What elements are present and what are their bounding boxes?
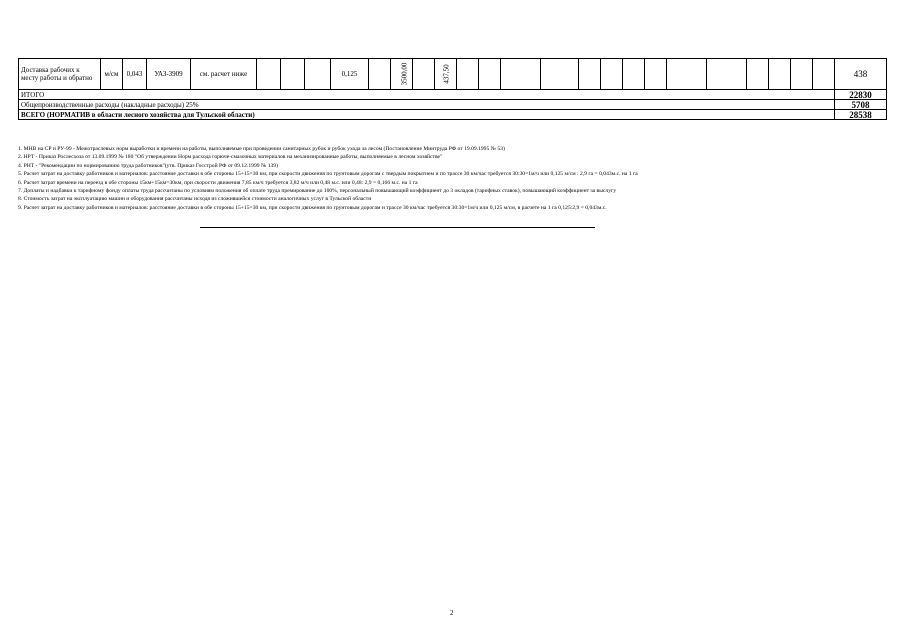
- cell-value2: [391, 59, 413, 90]
- itogo-label: ИТОГО: [19, 90, 835, 100]
- cell-empty: [623, 59, 645, 90]
- footnote-6: 6. Расчет затрат времени на переезд в обе стороны 15км+15км=30км, при скорости движения 7,85 км/ч требуется 3,82 м/ч или 0,48 м.с. или 0,48: 2,9 = 0,166 м.с. на 1 га: [18, 179, 418, 186]
- cell-work-name: Доставка рабочих к месту работы и обратно: [19, 59, 101, 90]
- cell-empty: [645, 59, 667, 90]
- cell-empty: [257, 59, 281, 90]
- cell-norm: 0,043: [123, 59, 147, 90]
- value2-text: 3500,00: [400, 62, 409, 86]
- footnote-2: 2. НРТ - Приказ Рослесхоза от 13.09.1999 № 180 "Об утверждении Норм расхода горюче-смазочных материалов на механизированные работы, выполняемые в лесном хозяйстве": [18, 154, 443, 161]
- notes-divider: [200, 227, 595, 228]
- table-row-overhead: [19, 100, 887, 110]
- itogo-value: 22830: [835, 90, 887, 100]
- footnote-1: 1. МНВ на СР и РУ-99 - Межотраслевых норм выработки и времени на работы, выполняемые при проведении санитарных рубок и рубок ухода за лесом (Постановление Минтруда РФ от 19.09.1995 № 53): [18, 146, 505, 152]
- cell-empty: [667, 59, 707, 90]
- cell-empty: [791, 59, 813, 90]
- cell-empty: [305, 59, 331, 90]
- page-number: 2: [450, 609, 454, 617]
- cell-empty: [813, 59, 835, 90]
- cell-value1: 0,125: [331, 59, 369, 90]
- cell-value3: [435, 59, 457, 90]
- cell-empty: [541, 59, 579, 90]
- footnotes: [18, 145, 893, 212]
- cell-empty: [457, 59, 479, 90]
- cell-empty: [413, 59, 435, 90]
- cell-empty: [707, 59, 747, 90]
- cell-empty: [501, 59, 541, 90]
- cell-empty: [769, 59, 791, 90]
- vsego-label: ВСЕГО (НОРМАТИВ в области лесного хозяйства для Тульской области): [19, 110, 835, 120]
- cell-empty: [579, 59, 601, 90]
- cell-empty: [601, 59, 623, 90]
- cell-empty: [369, 59, 391, 90]
- cell-unit: м/см: [101, 59, 123, 90]
- cell-empty: [479, 59, 501, 90]
- footnote-9: 9. Расчет затрат на доставку работников и материалов: расстояние доставки в обе стороны 15+15=30 км, при скорости движения по грунтовым дорогам и трассе 30 км/час требуется 30:30=1м/ч или 0,125 м/см, в расчете на 1 га 0,125:2,9 = 0,043м.с.: [18, 204, 607, 211]
- value3-text: 437,50: [442, 64, 451, 84]
- table-row-vsego: [19, 110, 887, 120]
- table-row-delivery: [19, 59, 887, 90]
- table-row-itogo: [19, 90, 887, 100]
- vsego-value: 28538: [835, 110, 887, 120]
- cell-basis: см. расчет ниже: [191, 59, 257, 90]
- cost-table: [18, 58, 887, 120]
- footnote-5: 5. Расчет затрат на доставку работников и материалов: расстояние доставки в обе стороны 15+15=30 км, при скорости движения по грунтовым дорогам с твердым покрытием и по трассе 30 км/час требуется 30:30=1м/ч или 0,125 м/см : 2,9 га = 0,043м.с. на 1 га: [18, 171, 638, 178]
- cell-empty: [747, 59, 769, 90]
- cell-vehicle: УАЗ-3909: [147, 59, 191, 90]
- overhead-label: Общепроизводственные расходы (накладные расходы) 25%: [19, 100, 835, 110]
- cell-row-total: 438: [835, 59, 887, 90]
- footnote-8: 8. Стоимость затрат на эксплуатацию машин и оборудования рассчитаны исходя из сложившейся стоимости аналогичных услуг в Тульской области: [18, 196, 372, 203]
- overhead-value: 5708: [835, 100, 887, 110]
- footnote-7: 7. Доплаты и надбавки к тарифному фонду оплаты труда рассчитаны по условиям положения об оплате труда премирование до 100%, персональный повышающий коэффициент до 3 окладов (тарифных ставок), повышающий коэффициент за выслугу: [18, 188, 617, 195]
- footnote-4: 4. РНТ - "Рекомендации по нормированию труда работников"(утв. Приказ Госстрой РФ от 09.12.1999 № 139): [18, 162, 278, 169]
- cell-empty: [281, 59, 305, 90]
